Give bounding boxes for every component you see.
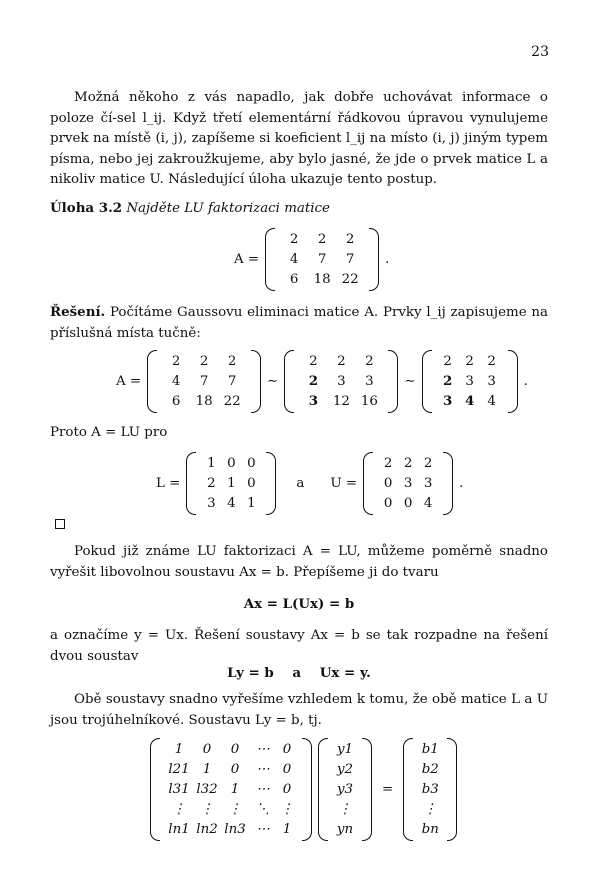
matrix-cell: 1: [207, 456, 216, 471]
matrix-cell: 0: [227, 456, 236, 471]
matrix-cell: 2: [199, 354, 209, 369]
matrix-cell: 1: [282, 822, 292, 837]
matrix-A: [265, 228, 379, 291]
matrix-cell: 4: [423, 496, 433, 511]
matrix-cell: 7: [317, 252, 327, 267]
matrix-cell: ln1: [168, 822, 190, 837]
matrix-cell: 1: [174, 742, 184, 757]
matrix-cell: ⋮: [172, 802, 186, 817]
matrix-cell: 4: [289, 252, 299, 267]
matrix-cell: 2: [337, 354, 346, 369]
matrix-cell: 3: [442, 393, 453, 409]
matrix-cell: ⋯: [256, 782, 270, 797]
task-heading: [50, 198, 548, 220]
matrix-cell: 22: [223, 394, 241, 409]
matrix-U: [363, 452, 453, 515]
matrix-cell: y1: [336, 742, 354, 757]
matrix-cell: ⋮: [200, 802, 214, 817]
matrix-cell: 3: [337, 374, 346, 389]
matrix-cell: l31: [168, 782, 190, 797]
matrix-cell: 4: [171, 374, 181, 389]
page-number: 23: [531, 44, 549, 60]
matrix-cell: 2: [317, 232, 327, 247]
matrix-cell: 2: [308, 373, 319, 389]
matrix-cell: bn: [421, 822, 439, 837]
matrix-cell: 2: [443, 354, 452, 369]
matrix-cell: 3: [465, 374, 474, 389]
matrix-cell: 3: [423, 476, 433, 491]
task-text: Najděte LU faktorizaci matice: [126, 201, 330, 216]
matrix-L: [186, 452, 276, 515]
matrix-cell: 3: [487, 374, 496, 389]
matrix-cell: 12: [332, 394, 350, 409]
matrix-cell: 2: [383, 456, 393, 471]
matrix-cell: 4: [227, 496, 236, 511]
matrix-cell: 1: [230, 782, 240, 797]
matrix-m3: [422, 350, 518, 413]
matrix-cell: 4: [464, 393, 475, 409]
matrix-A-lhs: A =: [234, 252, 260, 267]
matrix-cell: ⋱: [256, 802, 270, 817]
matrix-cell: 6: [289, 272, 299, 287]
solution-label: Řešení.: [50, 304, 106, 320]
matrix-cell: ⋮: [228, 802, 242, 817]
equation-Ax: Ax = L(Ux) = b: [243, 596, 355, 612]
matrix-L-general: [150, 738, 312, 841]
matrix-cell: ⋮: [280, 802, 294, 817]
matrix-cell: 2: [487, 354, 496, 369]
matrix-cell: 0: [247, 456, 256, 471]
triangular-system: 1 0 0 ⋯ 0 l21 1 0 ⋯ 0 l31 l32 1 ⋯ 0 ⋮ ⋮ ⋮ ⋱ ⋮ ln1 ln2 ln3 ⋯ 1 y1 y2 y3 ⋮ yn = b1 b2 b3 ⋮ bn: [150, 738, 457, 841]
paragraph-LU-solve: Pokud již známe LU faktorizaci A = LU, můžeme poměrně snadno vyřešit libovolnou soustavu Ax = b. Přepíšeme ji do tvaru: [50, 544, 548, 580]
matrix-cell: 1: [247, 496, 256, 511]
matrix-cell: ⋯: [256, 822, 270, 837]
matrix-cell: 2: [423, 456, 433, 471]
matrix-cell: ln2: [196, 822, 218, 837]
matrix-cell: 16: [360, 394, 378, 409]
matrix-cell: ⋯: [256, 762, 270, 777]
matrix-cell: 18: [195, 394, 213, 409]
matrix-cell: b2: [421, 762, 439, 777]
vector-y: [318, 738, 372, 841]
matrix-cell: l21: [168, 762, 190, 777]
matrix-cell: 7: [199, 374, 209, 389]
matrix-cell: 1: [227, 476, 236, 491]
matrix-cell: 2: [207, 476, 216, 491]
matrix-cell: 0: [403, 496, 413, 511]
matrix-cell: 6: [171, 394, 181, 409]
matrix-cell: 1: [202, 762, 212, 777]
proto-line: Proto A = LU pro: [50, 425, 168, 440]
matrix-m2: [284, 350, 398, 413]
matrix-cell: 2: [171, 354, 181, 369]
solution-text: Počítáme Gaussovu eliminaci matice A. Prvky l_ij zapisujeme na příslušná místa tučně:: [50, 305, 548, 341]
matrix-cell: 0: [202, 742, 212, 757]
matrix-cell: 0: [383, 476, 393, 491]
solution-paragraph: [50, 302, 548, 344]
matrix-cell: 3: [308, 393, 319, 409]
matrix-cell: ⋯: [256, 742, 270, 757]
task-label: Úloha 3.2: [50, 200, 123, 216]
matrix-cell: 2: [365, 354, 374, 369]
elimination-equation: A = 2 2 2 4 7 7 6 18 22 ∼ 2 2 2 2 3 3 3 12 16 ∼ 2 2 2 2 3 3 3 4 4 .: [110, 350, 534, 413]
matrix-cell: ⋮: [338, 802, 352, 817]
matrix-cell: 2: [345, 232, 355, 247]
matrix-cell: y3: [336, 782, 354, 797]
matrix-cell: 7: [227, 374, 237, 389]
matrix-cell: yn: [336, 822, 354, 837]
paragraph-intro: Možná někoho z vás napadlo, jak dobře uchovávat informace o poloze čí-sel l_ij. Když třetí elementární řádkovou úpravou vynulujeme prvek na místě (i, j), zapíšeme si koeficient l_ij na místo (i, j) jiným typem písma, nebo jej zakroužkujeme, aby bylo jasné, že jde o prvek matice L a nikoliv matice U. Následující úloha ukazuje tento postup.: [50, 90, 548, 187]
matrix-cell: 3: [365, 374, 374, 389]
vector-b: [403, 738, 457, 841]
matrix-cell: 2: [227, 354, 237, 369]
matrix-cell: 2: [465, 354, 474, 369]
matrix-cell: y2: [336, 762, 354, 777]
matrix-cell: 0: [282, 762, 292, 777]
matrix-cell: 2: [442, 373, 453, 389]
matrix-cell: ⋮: [423, 802, 437, 817]
qed-square-icon: [55, 519, 65, 529]
matrix-cell: 3: [403, 476, 413, 491]
matrix-cell: 3: [207, 496, 216, 511]
matrix-cell: b3: [421, 782, 439, 797]
matrix-cell: 0: [230, 742, 240, 757]
matrix-cell: b1: [421, 742, 439, 757]
matrix-cell: 0: [383, 496, 393, 511]
paragraph-substitution: a označíme y = Ux. Řešení soustavy Ax = b se tak rozpadne na řešení dvou soustav: [50, 628, 548, 664]
equation-two-systems: Ly = b a Ux = y.: [227, 665, 371, 681]
matrix-cell: 0: [247, 476, 256, 491]
matrix-cell: 2: [309, 354, 318, 369]
LU-equation: L = 1 0 0 2 1 0 3 4 1 a U = 2 2 2 0 3 3 0 0 4 .: [150, 452, 469, 515]
matrix-m1: [147, 350, 261, 413]
matrix-cell: 0: [282, 782, 292, 797]
elimination-lhs: A =: [116, 374, 142, 389]
matrix-cell: ln3: [224, 822, 246, 837]
matrix-cell: 2: [289, 232, 299, 247]
matrix-cell: 0: [230, 762, 240, 777]
matrix-cell: 7: [345, 252, 355, 267]
matrix-cell: 2: [403, 456, 413, 471]
matrix-cell: 18: [313, 272, 331, 287]
matrix-cell: 4: [487, 394, 496, 409]
matrix-cell: 22: [341, 272, 359, 287]
matrix-cell: l32: [196, 782, 218, 797]
matrix-cell: 0: [282, 742, 292, 757]
matrix-A-equation: A = 2 2 2 4 7 7 6 18 22 .: [228, 228, 395, 291]
paragraph-triangular: Obě soustavy snadno vyřešíme vzhledem k tomu, že obě matice L a U jsou trojúhelníkové. Soustavu Ly = b, tj.: [50, 692, 548, 728]
